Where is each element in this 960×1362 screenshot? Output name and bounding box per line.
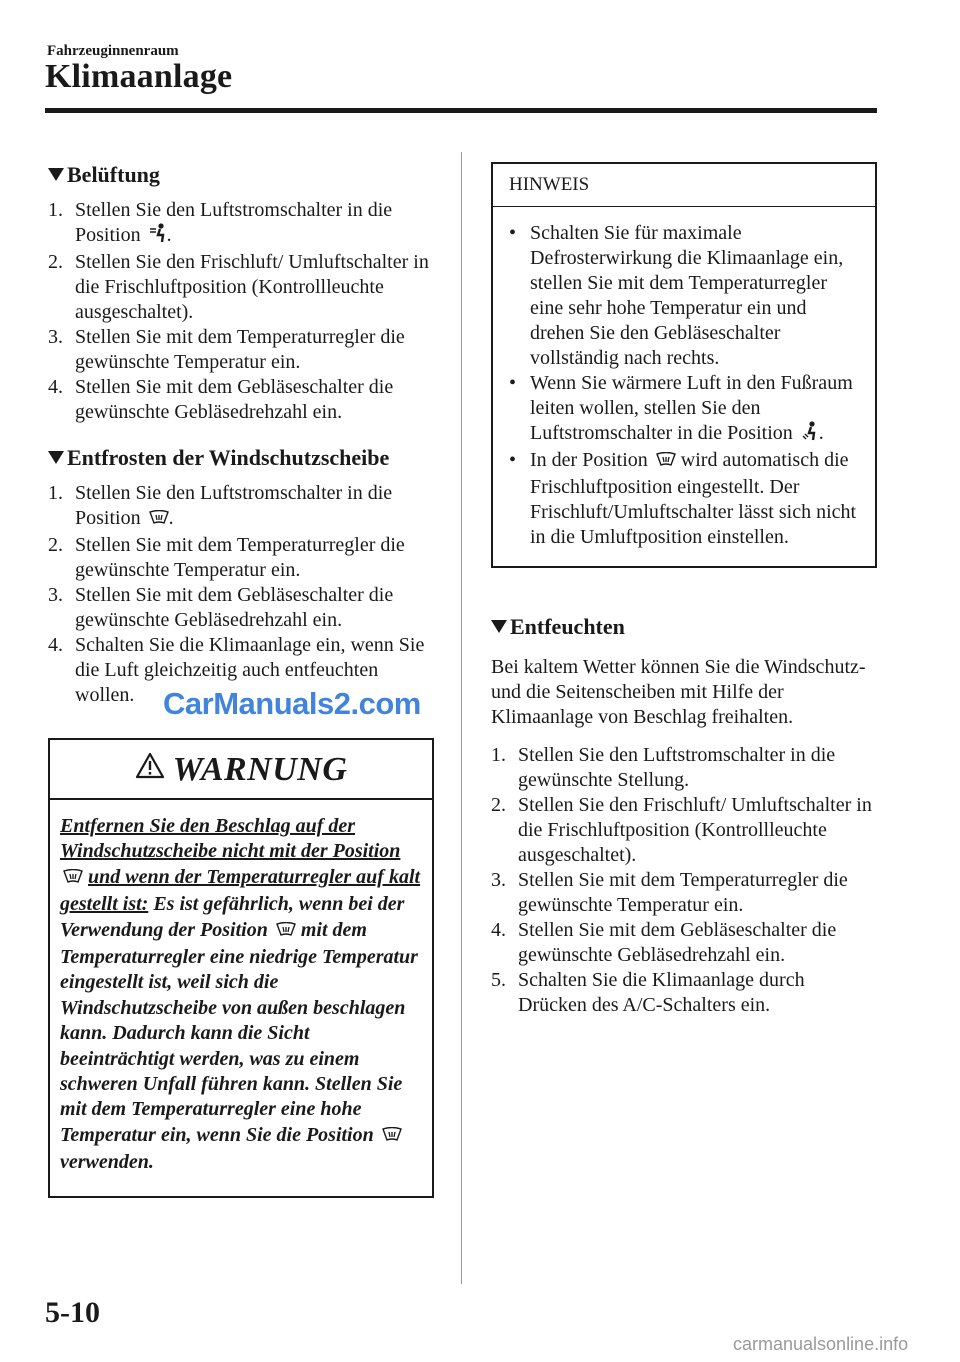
left-column: [48, 160, 434, 1198]
watermark: CarManuals2.com: [163, 686, 421, 721]
entfeuchten-intro: Bei kaltem Wetter können Sie die Windschutz- und die Seitenscheiben mit Hilfe der Klimaanlage von Beschlag freihalten.: [491, 656, 866, 728]
list-item: • Schalten Sie für maximale Defrosterwirkung die Klimaanlage ein, stellen Sie mit dem Temperaturregler eine sehr hohe Temperatur ein und drehen Sie den Gebläseschalter vollständig nach rechts.: [509, 222, 844, 369]
note-box: [491, 162, 877, 568]
section-heading-belueftung: Belüftung: [48, 160, 434, 190]
list-item: 4. Schalten Sie die Klimaanlage ein, wenn Sie die Luft gleichzeitig auch entfeuchten wollen.: [48, 634, 425, 706]
entfrosten-steps: [48, 481, 434, 708]
header-section-label: Fahrzeuginnenraum: [47, 43, 179, 59]
list-item: 1. Stellen Sie den Luftstromschalter in die Position .: [48, 198, 434, 250]
warning-title: WARNUNG: [172, 750, 348, 788]
section-heading-entfrosten: Entfrosten der Windschutzscheibe: [48, 443, 434, 473]
face-vent-icon: [149, 223, 167, 250]
list-item: 4. Stellen Sie mit dem Gebläseschalter die gewünschte Gebläsedrehzahl ein.: [48, 376, 394, 423]
triangle-marker-icon: [491, 620, 507, 633]
triangle-marker-icon: [48, 168, 64, 181]
warning-body: Entfernen Sie den Beschlag auf der Windschutzscheibe nicht mit der Position und wenn der Temperaturregler auf kalt gestellt ist: Es ist gefährlich, wenn bei der Verwendung der Position mit dem Temperaturregler eine niedrige Temperatur eingestellt ist, weil sich die Windschutzscheibe von außen beschlagen kann. Dadurch kann die Sicht beeinträchtigt werden, was zu einem schweren Unfall führen kann. Stellen Sie mit dem Temperaturregler eine hohe Temperatur ein, wenn Sie die Position verwenden.: [60, 815, 421, 1174]
page-title: Klimaanlage: [45, 58, 233, 95]
warning-header: [50, 740, 432, 800]
defrost-icon: [149, 508, 169, 533]
note-body: [493, 207, 875, 566]
list-item: 2. Stellen Sie den Frischluft/ Umluftschalter in die Frischluftposition (Kontrollleuchte ausgeschaltet).: [48, 251, 429, 323]
list-item: 5. Schalten Sie die Klimaanlage durch Drücken des A/C-Schalters ein.: [491, 969, 805, 1016]
note-title: HINWEIS: [493, 164, 875, 207]
belueftung-steps: [48, 198, 434, 425]
warning-box: [48, 738, 434, 1198]
list-item: 1. Stellen Sie den Luftstromschalter in die gewünschte Stellung.: [491, 744, 836, 791]
foot-defrost-icon: [801, 421, 819, 448]
defrost-icon: [276, 920, 296, 945]
section-heading-entfeuchten: Entfeuchten: [491, 612, 877, 642]
list-item: • In der Position wird automatisch die Frischluftposition eingestellt. Der Frischluft/Umluftschalter lässt sich nicht in die Umluftposition einstellen.: [509, 449, 857, 548]
list-item: 1. Stellen Sie den Luftstromschalter in die Position .: [48, 481, 434, 533]
list-item: 3. Stellen Sie mit dem Gebläseschalter die gewünschte Gebläsedrehzahl ein.: [48, 584, 394, 631]
defrost-icon: [63, 867, 83, 892]
list-item: • Wenn Sie wärmere Luft in den Fußraum leiten wollen, stellen Sie den Luftstromschalter in die Position .: [509, 371, 865, 448]
column-divider: [461, 152, 462, 1284]
list-item: 2. Stellen Sie den Frischluft/ Umluftschalter in die Frischluftposition (Kontrollleuchte ausgeschaltet).: [491, 794, 872, 866]
defrost-icon: [382, 1125, 402, 1150]
entfeuchten-steps: [491, 743, 877, 1018]
defrost-icon: [656, 450, 676, 475]
list-item: 2. Stellen Sie mit dem Temperaturregler die gewünschte Temperatur ein.: [48, 534, 405, 581]
page-number: 5-10: [45, 1296, 100, 1329]
list-item: 4. Stellen Sie mit dem Gebläseschalter die gewünschte Gebläsedrehzahl ein.: [491, 919, 837, 966]
warning-triangle-icon: [135, 752, 165, 786]
triangle-marker-icon: [48, 451, 64, 464]
header-rule: [45, 108, 877, 113]
list-item: 3. Stellen Sie mit dem Temperaturregler die gewünschte Temperatur ein.: [491, 869, 848, 916]
list-item: 3. Stellen Sie mit dem Temperaturregler die gewünschte Temperatur ein.: [48, 326, 405, 373]
footer-watermark: carmanualsonline.info: [733, 1334, 909, 1354]
right-column: [491, 160, 877, 1018]
